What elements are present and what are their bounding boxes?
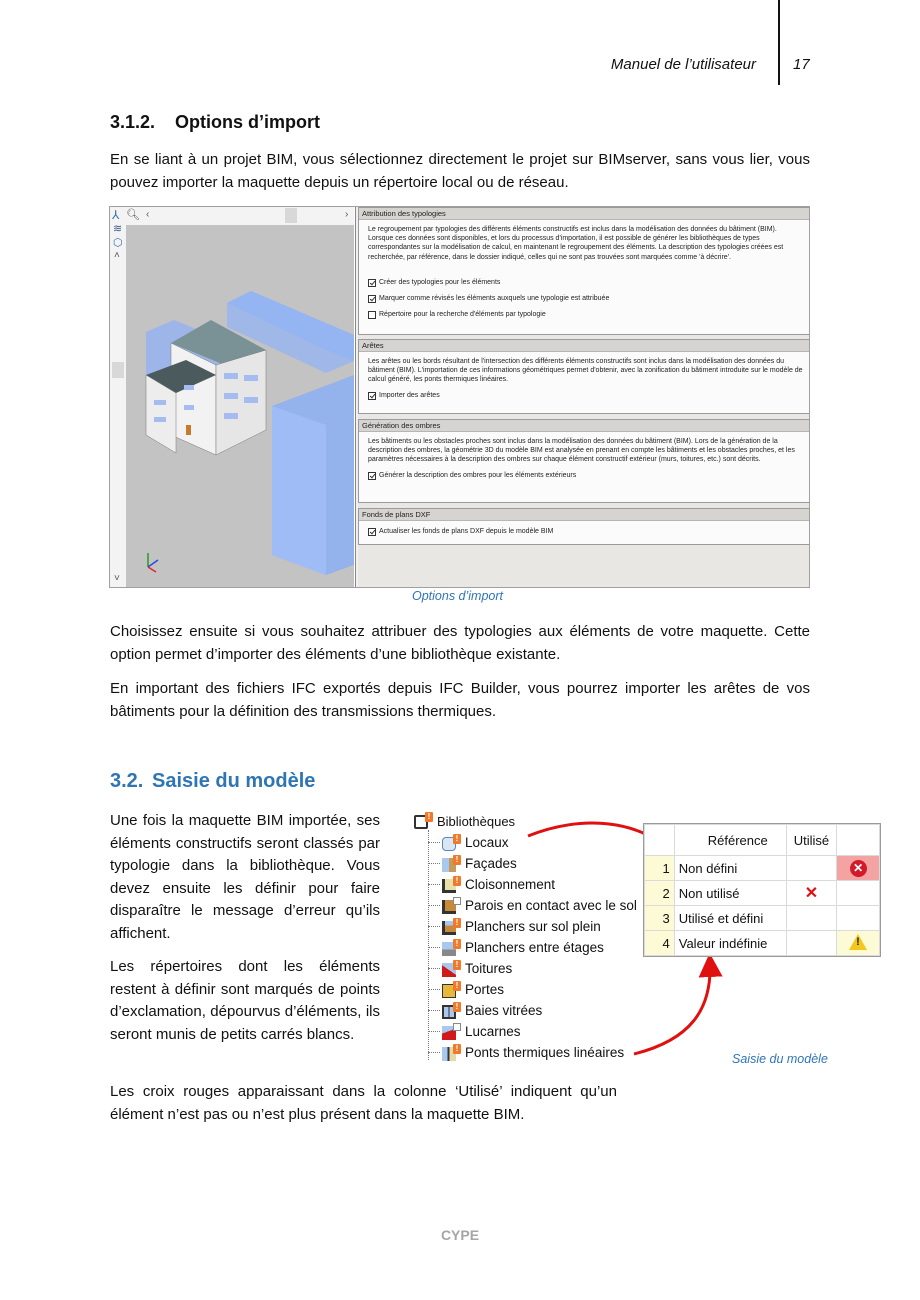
table-row[interactable]: 3 Utilisé et défini	[645, 906, 880, 931]
tree-item-toitures[interactable]: ! Toitures	[428, 958, 512, 979]
checkbox-import-edges[interactable]: Importer des arêtes	[359, 391, 809, 401]
view-cube-icon[interactable]: ⬡	[113, 237, 123, 249]
table-row[interactable]: 1 Non défini ✕	[645, 856, 880, 881]
figure-caption-model: Saisie du modèle	[732, 1052, 828, 1066]
tree-item-portes[interactable]: ! Portes	[428, 979, 504, 1000]
section-title: Saisie du modèle	[152, 770, 316, 792]
group-title: Génération des ombres	[359, 420, 809, 432]
thermal-bridge-icon: !	[442, 1044, 460, 1062]
red-cross-icon: ✕	[804, 885, 819, 902]
paragraph-exclamation: Les répertoires dont les éléments restent à définir sont marqués de points d’exclamation, dépourvus d’éléments, ils seront munis de petits carrés blancs.	[110, 958, 380, 1043]
group-description: Les arêtes ou les bords résultant de l'intersection des différents éléments constructifs sont inclus dans la modélisation des données du bâtiment (BIM). L'importation de ces informations géométriques permet d'obtenir, avec la zonification du bâtiment introduite sur le modèle de calcul généré, les ponts thermiques linéaires.	[368, 358, 803, 384]
group-title: Attribution des typologies	[359, 208, 809, 220]
section-title: Options d’import	[175, 112, 320, 132]
roof-icon: !	[442, 960, 460, 978]
column-header-reference: Référence	[674, 825, 786, 856]
paragraph-ifc-builder: En important des fichiers IFC exportés depuis IFC Builder, vous pourrez importer les arêtes de vos bâtiments pour la définition des transmissions thermiques.	[110, 680, 810, 720]
error-icon: ✕	[850, 860, 867, 877]
door-icon: !	[442, 981, 460, 999]
group-description: Les bâtiments ou les obstacles proches sont inclus dans la modélisation des données du bâtiment (BIM). Lors de la génération de la description des ombres, la géométrie 3D du modèle BIM est analysée en prenant en compte les bâtiments et les obstacles proches, et les paramètres nécessaires à la description des ombres sur chaque élément constructif extérieur (murs, toitures, etc.) sont décrits.	[368, 438, 795, 464]
floor-slab-icon: !	[442, 939, 460, 957]
arrow-table-to-tree	[634, 962, 710, 1054]
checkbox-search-directory[interactable]: Répertoire pour la recherche d'éléments par typologie	[359, 310, 809, 320]
header-title: Manuel de l’utilisateur	[610, 56, 756, 73]
partition-icon: !	[442, 876, 460, 894]
zoom-icon[interactable]: 🔍︎	[126, 209, 140, 221]
section-number: 3.1.2.	[110, 112, 156, 132]
tree-item-lucarnes[interactable]: Lucarnes	[428, 1021, 521, 1042]
ground-floor-icon: !	[442, 918, 460, 936]
library-book-icon: !	[414, 812, 432, 830]
checkbox-mark-revised[interactable]: Marquer comme révisés les éléments auxquels une typologie est attribuée	[359, 294, 809, 304]
table-row[interactable]: 4 Valeur indéfinie !	[645, 931, 880, 956]
tree-item-baies-vitrees[interactable]: ! Baies vitrées	[428, 1000, 542, 1021]
scroll-left-icon[interactable]: ‹	[146, 209, 150, 220]
group-title: Arêtes	[359, 340, 809, 352]
checkbox-update-dxf[interactable]: Actualiser les fonds de plans DXF depuis le modèle BIM	[359, 527, 809, 537]
paragraph-model-intro: Une fois la maquette BIM importée, ses éléments constructifs seront classés par typologie dans la bibliothèque. Vous devez ensuite les définir pour faire disparaître le message d’erreur qu’ils affichent.	[110, 812, 380, 942]
tree-root-bibliotheques[interactable]: ! Bibliothèques	[414, 810, 515, 832]
table-row[interactable]: 2 Non utilisé ✕	[645, 881, 880, 906]
status-legend-table	[643, 823, 881, 957]
tree-item-planchers-sol[interactable]: ! Planchers sur sol plein	[428, 916, 601, 937]
tree-item-locaux[interactable]: ! Locaux	[428, 832, 509, 853]
layers-icon[interactable]: ≋	[113, 223, 123, 235]
tree-item-parois-sol[interactable]: Parois en contact avec le sol	[428, 895, 637, 916]
tree-item-ponts-thermiques[interactable]: ! Ponts thermiques linéaires	[428, 1042, 624, 1063]
tree-item-cloisonnement[interactable]: ! Cloisonnement	[428, 874, 555, 895]
paragraph-red-crosses: Les croix rouges apparaissant dans la colonne ‘Utilisé’ indiquent qu’un élément n’est pas ou n’est plus présent dans la maquette BIM.	[110, 1083, 617, 1123]
section-number: 3.2.	[110, 770, 144, 792]
axes-icon[interactable]: ⅄	[112, 208, 120, 222]
rooms-icon: !	[442, 834, 460, 852]
window-icon: !	[442, 1002, 460, 1020]
table-header-row	[645, 825, 880, 856]
scroll-down-icon[interactable]: ˅	[114, 573, 120, 584]
paragraph-typologies: Choisissez ensuite si vous souhaitez attribuer des typologies aux éléments de votre maquette. Cette option permet d’importer des éléments d’une bibliothèque existante.	[110, 623, 810, 663]
tree-item-facades[interactable]: ! Façades	[428, 853, 517, 874]
scroll-up-icon[interactable]: ˄	[114, 250, 120, 261]
group-description: Le regroupement par typologies des différents éléments constructifs est inclus dans la modélisation des données du bâtiment (BIM). Lorsque ces données sont disponibles, et lors du processus d'importation, il est possible de générer les bibliothèques de types correspondantes sur la modélisation de calcul, en maintenant le regroupement des éléments. La description des typologies créées est recherchée, par référence, dans le dossier indiqué, celles qui ne sont pas trouvées sont marquées comme 'à décrire'.	[368, 226, 784, 261]
group-title: Fonds de plans DXF	[359, 509, 809, 521]
page-number: 17	[793, 56, 810, 73]
checkbox-generate-shadows[interactable]: Générer la description des ombres pour les éléments extérieurs	[359, 471, 809, 481]
footer-brand: CYPE	[440, 1227, 480, 1243]
facade-icon: !	[442, 855, 460, 873]
checkbox-create-typologies[interactable]: Créer des typologies pour les éléments	[359, 278, 809, 288]
intro-paragraph: En se liant à un projet BIM, vous sélectionnez directement le projet sur BIMserver, sans vous lier, vous pouvez importer la maquette depuis un répertoire local ou de réseau.	[110, 151, 810, 191]
column-header-used: Utilisé	[786, 825, 837, 856]
warning-icon: !	[849, 934, 867, 950]
figure-caption-import: Options d’import	[412, 589, 504, 603]
scroll-right-icon[interactable]: ›	[345, 209, 349, 220]
tree-item-planchers-etages[interactable]: ! Planchers entre étages	[428, 937, 604, 958]
